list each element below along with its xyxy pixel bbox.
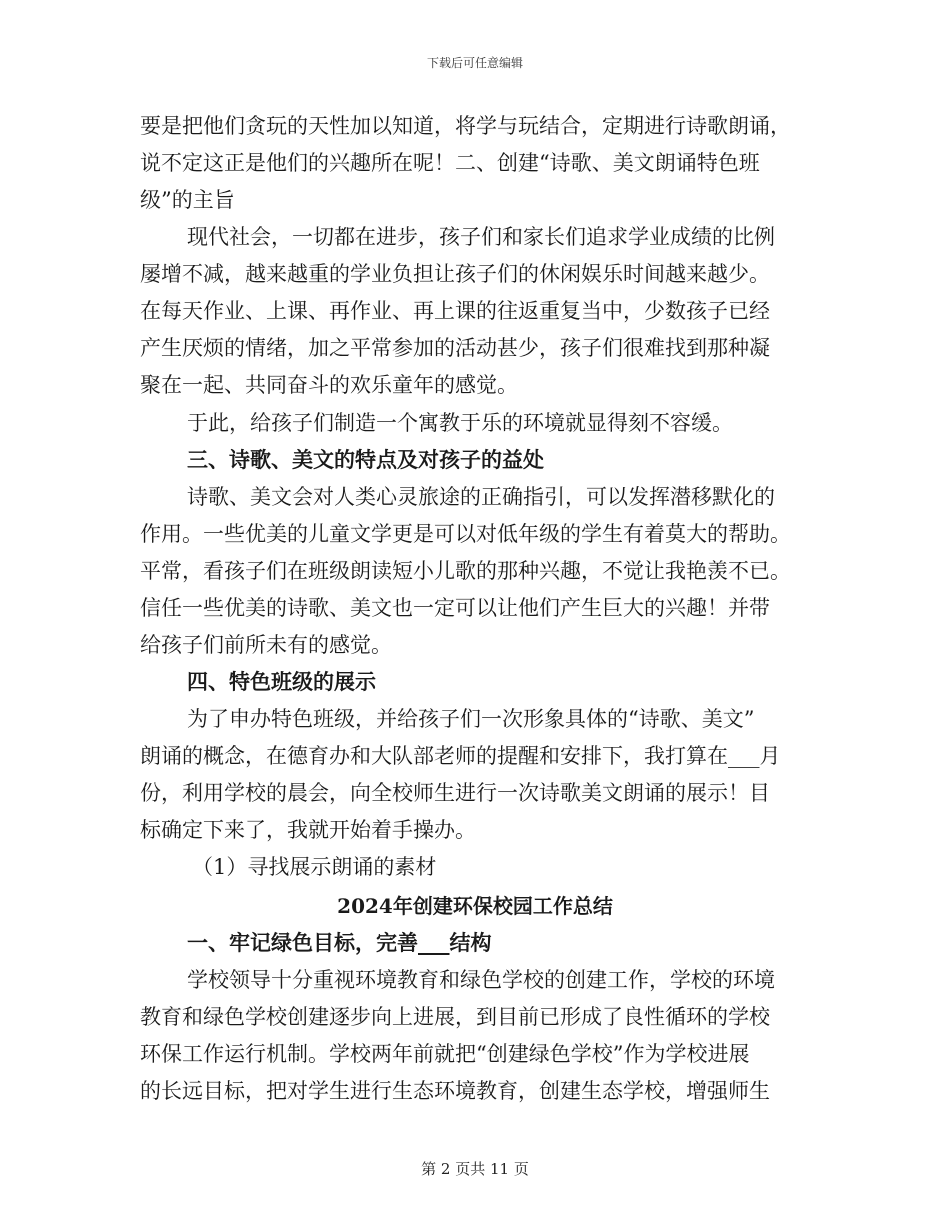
section-heading: 四、特色班级的展示 [187,669,376,694]
paragraph-line: 作用。一些优美的儿童文学更是可以对低年级的学生有着莫大的帮助。 [140,522,791,546]
paragraph-line: 屡增不减，越来越重的学业负担让孩子们的休闲娱乐时间越来越少。 [140,262,770,286]
paragraph-line: 标确定下来了，我就开始着手操办。 [140,818,476,842]
paragraph-line: 份，利用学校的晨会，向全校师生进行一次诗歌美文朗诵的展示！目 [140,781,770,805]
paragraph-line: 学校领导十分重视环境教育和绿色学校的创建工作，学校的环境 [187,968,775,992]
paragraph-line: 产生厌烦的情绪，加之平常参加的活动甚少，孩子们很难找到那种凝 [140,336,770,360]
paragraph-line: 教育和绿色学校创建逐步向上进展，到目前已形成了良性循环的学校 [140,1005,770,1029]
paragraph-line: 于此，给孩子们制造一个寓教于乐的环境就显得刻不容缓。 [187,411,733,435]
paragraph-line: 给孩子们前所未有的感觉。 [140,633,392,657]
paragraph-line: 的长远目标，把对学生进行生态环境教育，创建生态学校，增强师生 [140,1079,770,1103]
paragraph-line: 诗歌、美文会对人类心灵旅途的正确指引，可以发挥潜移默化的 [187,485,775,509]
paragraph-line: 要是把他们贪玩的天性加以知道，将学与玩结合，定期进行诗歌朗诵， [140,114,791,138]
page-footer: 第 2 页共 11 页 [421,1160,529,1178]
section-heading: 一、牢记绿色目标，完善___结构 [187,930,492,955]
paragraph-line: 级”的主旨 [140,188,235,212]
paragraph-line: 环保工作运行机制。学校两年前就把“创建绿色学校”作为学校进展 [140,1042,750,1066]
page-header: 下载后可任意编辑 [426,56,523,70]
paragraph-line: 聚在一起、共同奋斗的欢乐童年的感觉。 [140,373,518,397]
section-heading: 三、诗歌、美文的特点及对孩子的益处 [187,447,544,472]
paragraph-line: 在每天作业、上课、再作业、再上课的往返重复当中，少数孩子已经 [140,299,770,323]
paragraph-line: 朗诵的概念，在德育办和大队部老师的提醒和安排下，我打算在___月 [140,744,781,768]
paragraph-line: 说不定这正是他们的兴趣所在呢！二、创建“诗歌、美文朗诵特色班 [140,151,760,175]
document-title: 2024年创建环保校园工作总结 [337,894,613,918]
paragraph-line: 平常，看孩子们在班级朗读短小儿歌的那种兴趣，不觉让我艳羡不已。 [140,559,791,583]
paragraph-line: 信任一些优美的诗歌、美文也一定可以让他们产生巨大的兴趣！并带 [140,596,770,620]
paragraph-line: 现代社会，一切都在进步，孩子们和家长们追求学业成绩的比例 [187,225,775,249]
list-item: （1）寻找展示朗诵的素材 [192,855,437,879]
paragraph-line: 为了申办特色班级，并给孩子们一次形象具体的“诗歌、美文” [187,707,755,731]
